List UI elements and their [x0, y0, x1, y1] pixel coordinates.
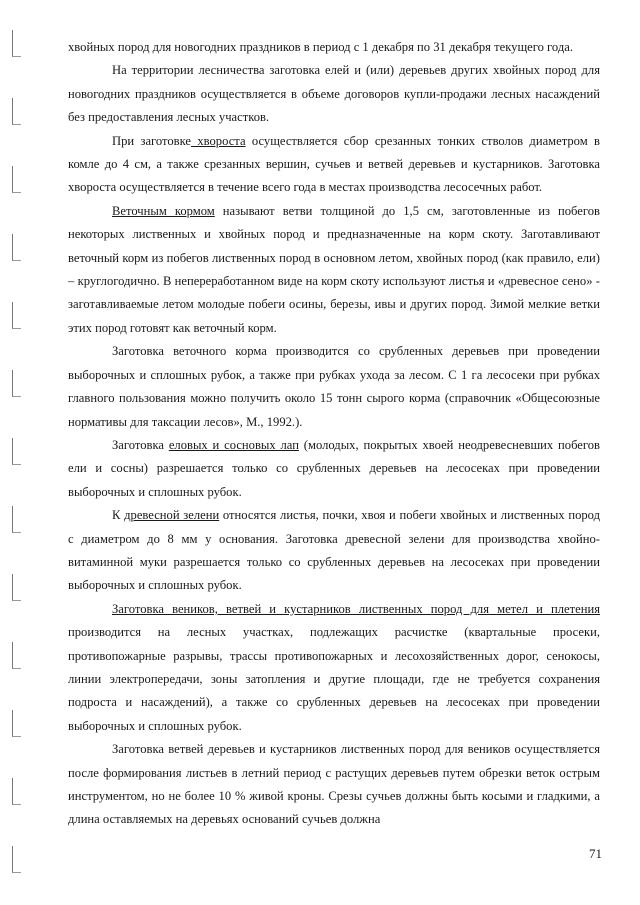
term-drevesnaya-zelen: древесной зелени: [124, 508, 220, 523]
page-number: 71: [589, 846, 602, 861]
term-lapy: еловых и сосновых лап: [168, 437, 299, 452]
paragraph-9: [68, 738, 600, 832]
binding-mark: [12, 302, 21, 329]
binding-mark: [12, 30, 21, 57]
paragraph-7: [68, 504, 600, 598]
binding-mark: [12, 234, 21, 261]
paragraph-5: [68, 340, 600, 434]
term-vetochny-korm: Веточным кормом: [112, 203, 215, 218]
paragraph-4: [68, 200, 600, 340]
paragraph-lead: При заготовке: [112, 133, 191, 148]
paragraph-text: называют ветви толщиной до 1,5 см, заготовленные из побегов некоторых лиственных и хвойных пород и предназначенные на корм скоту. Заготавливают веточный корм из побегов лиственных пород в основном летом, хвойных пород (как правило, ели) – круглогодично. В непереработанном виде на корм скоту используют листья и «древесное сено» - заготавливаемые летом молодые побеги осины, березы, ивы и других пород. Зимой мелкие ветки этих пород готовят как веточный корм.: [68, 203, 600, 335]
paragraph-text: (молодых, покрытых хвоей неодревесневших побегов ели и сосны) разрешается только со срубленных деревьев на лесосеках при проведении выборочных и сплошных рубок.: [68, 437, 600, 499]
paragraph-8: [68, 598, 600, 738]
binding-mark: [12, 846, 21, 873]
paragraph-2: [68, 59, 600, 129]
paragraph-text: производится на лесных участках, подлежащих расчистке (квартальные просеки, противопожарные разрывы, трассы противопожарных и лесохозяйственных дорог, сенокосы, линии электропередачи, зоны затопления и другие площади, где не требуется сохранения подроста и насаждений), а также со срубленных деревьев на лесосеках при проведении выборочных и сплошных рубок.: [68, 625, 600, 733]
binding-margin: [4, 30, 24, 890]
paragraph-text: осуществляется сбор срезанных тонких стволов диаметром в комле до 4 см, а также срезанных вершин, сучьев и ветвей деревьев и кустарников. Заготовка хвороста осуществляется в течение всего года в местах производства лесосечных работ.: [68, 133, 600, 195]
paragraph-lead: Заготовка: [112, 437, 169, 452]
paragraph-text: хвойных пород для новогодних праздников в период с 1 декабря по 31 декабря текущего года.: [68, 40, 573, 54]
binding-mark: [12, 642, 21, 669]
binding-mark: [12, 370, 21, 397]
paragraph-text: Заготовка веточного корма производится со срубленных деревьев при проведении выборочных и сплошных рубок, а также при рубках ухода за лесом. С 1 га лесосеки при рубках главного пользования можно получить около 15 тонн сырого корма (справочник «Общесоюзные нормативы для таксации лесов», М., 1992.).: [68, 344, 600, 429]
paragraph-3: [68, 130, 600, 200]
binding-mark: [12, 506, 21, 533]
paragraph-1: [68, 36, 600, 59]
paragraph-6: [68, 434, 600, 504]
paragraph-text: На территории лесничества заготовка елей и (или) деревьев других хвойных пород для новогодних праздников осуществляется в объеме договоров купли-продажи лесных насаждений без предоставления лесных участков.: [68, 63, 600, 125]
binding-mark: [12, 710, 21, 737]
paragraph-text: Заготовка ветвей деревьев и кустарников лиственных пород для веников осуществляется после формирования листьев в летний период с растущих деревьев путем обрезки веток острым инструментом, но не более 10 % живой кроны. Срезы сучьев должны быть косыми и гладкими, а длина оставляемых на деревьях оснований сучьев должна: [68, 742, 600, 827]
binding-mark: [12, 166, 21, 193]
paragraph-text: относятся листья, почки, хвоя и побеги хвойных и лиственных пород с диаметром до 8 мм у основания. Заготовка древесной зелени для производства хвойно-витаминной муки разрешается только со срубленных деревьев на лесосеках при проведении выборочных и сплошных рубок.: [68, 508, 601, 593]
paragraph-lead: К: [112, 508, 125, 523]
body-text: [68, 36, 600, 832]
binding-mark: [12, 98, 21, 125]
binding-mark: [12, 574, 21, 601]
binding-mark: [12, 778, 21, 805]
term-veniki: Заготовка веников, ветвей и кустарников лиственных пород для метел и плетения: [112, 601, 600, 616]
binding-mark: [12, 438, 21, 465]
term-khvorost: хвороста: [191, 133, 246, 148]
